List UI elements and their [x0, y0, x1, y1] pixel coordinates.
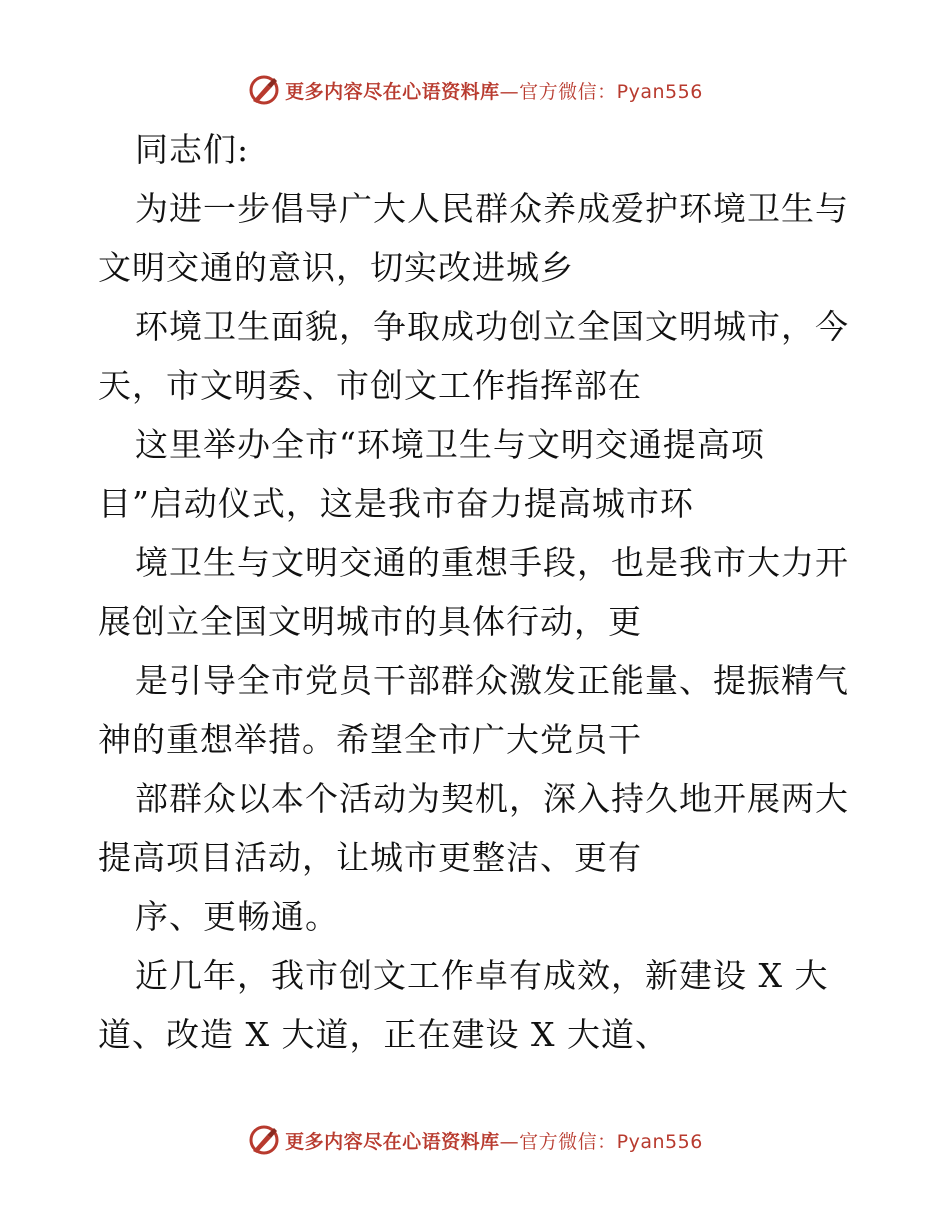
body-line: 环境卫生面貌，争取成功创立全国文明城市，今	[135, 307, 849, 346]
header-wechat-text: —官方微信：Pyan556	[499, 80, 703, 103]
footer-banner	[0, 1120, 950, 1160]
pen-circle-logo-icon	[247, 1123, 281, 1157]
body-line: 这里举办全市“环境卫生与文明交通提高项	[135, 425, 765, 464]
footer-banner-text	[285, 1127, 703, 1154]
footer-brand-text: 更多内容尽在心语资料库	[285, 1130, 500, 1153]
body-line: 同志们:	[135, 130, 250, 169]
header-brand-text: 更多内容尽在心语资料库	[285, 80, 500, 103]
body-line: 近几年，我市创文工作卓有成效，新建设 X 大	[135, 956, 829, 995]
body-line: 天，市文明委、市创文工作指挥部在	[98, 366, 642, 405]
body-line: 部群众以本个活动为契机，深入持久地开展两大	[135, 779, 849, 818]
body-line: 为进一步倡导广大人民群众养成爱护环境卫生与	[135, 189, 849, 228]
header-banner-text	[285, 77, 703, 104]
document-body	[98, 120, 858, 1064]
footer-wechat-text: —官方微信：Pyan556	[499, 1130, 703, 1153]
body-line: 提高项目活动，让城市更整洁、更有	[98, 838, 642, 877]
body-line: 序、更畅通。	[135, 897, 339, 936]
body-line: 道、改造 X 大道，正在建设 X 大道、	[98, 1015, 669, 1054]
header-banner	[0, 70, 950, 110]
body-line: 是引导全市党员干部群众激发正能量、提振精气	[135, 661, 849, 700]
body-line: 目”启动仪式，这是我市奋力提高城市环	[98, 484, 694, 523]
body-line: 文明交通的意识，切实改进城乡	[98, 248, 574, 287]
body-line: 境卫生与文明交通的重想手段，也是我市大力开	[135, 543, 849, 582]
body-line: 展创立全国文明城市的具体行动，更	[98, 602, 642, 641]
pen-circle-logo-icon	[247, 73, 281, 107]
body-line: 神的重想举措。希望全市广大党员干	[98, 720, 642, 759]
